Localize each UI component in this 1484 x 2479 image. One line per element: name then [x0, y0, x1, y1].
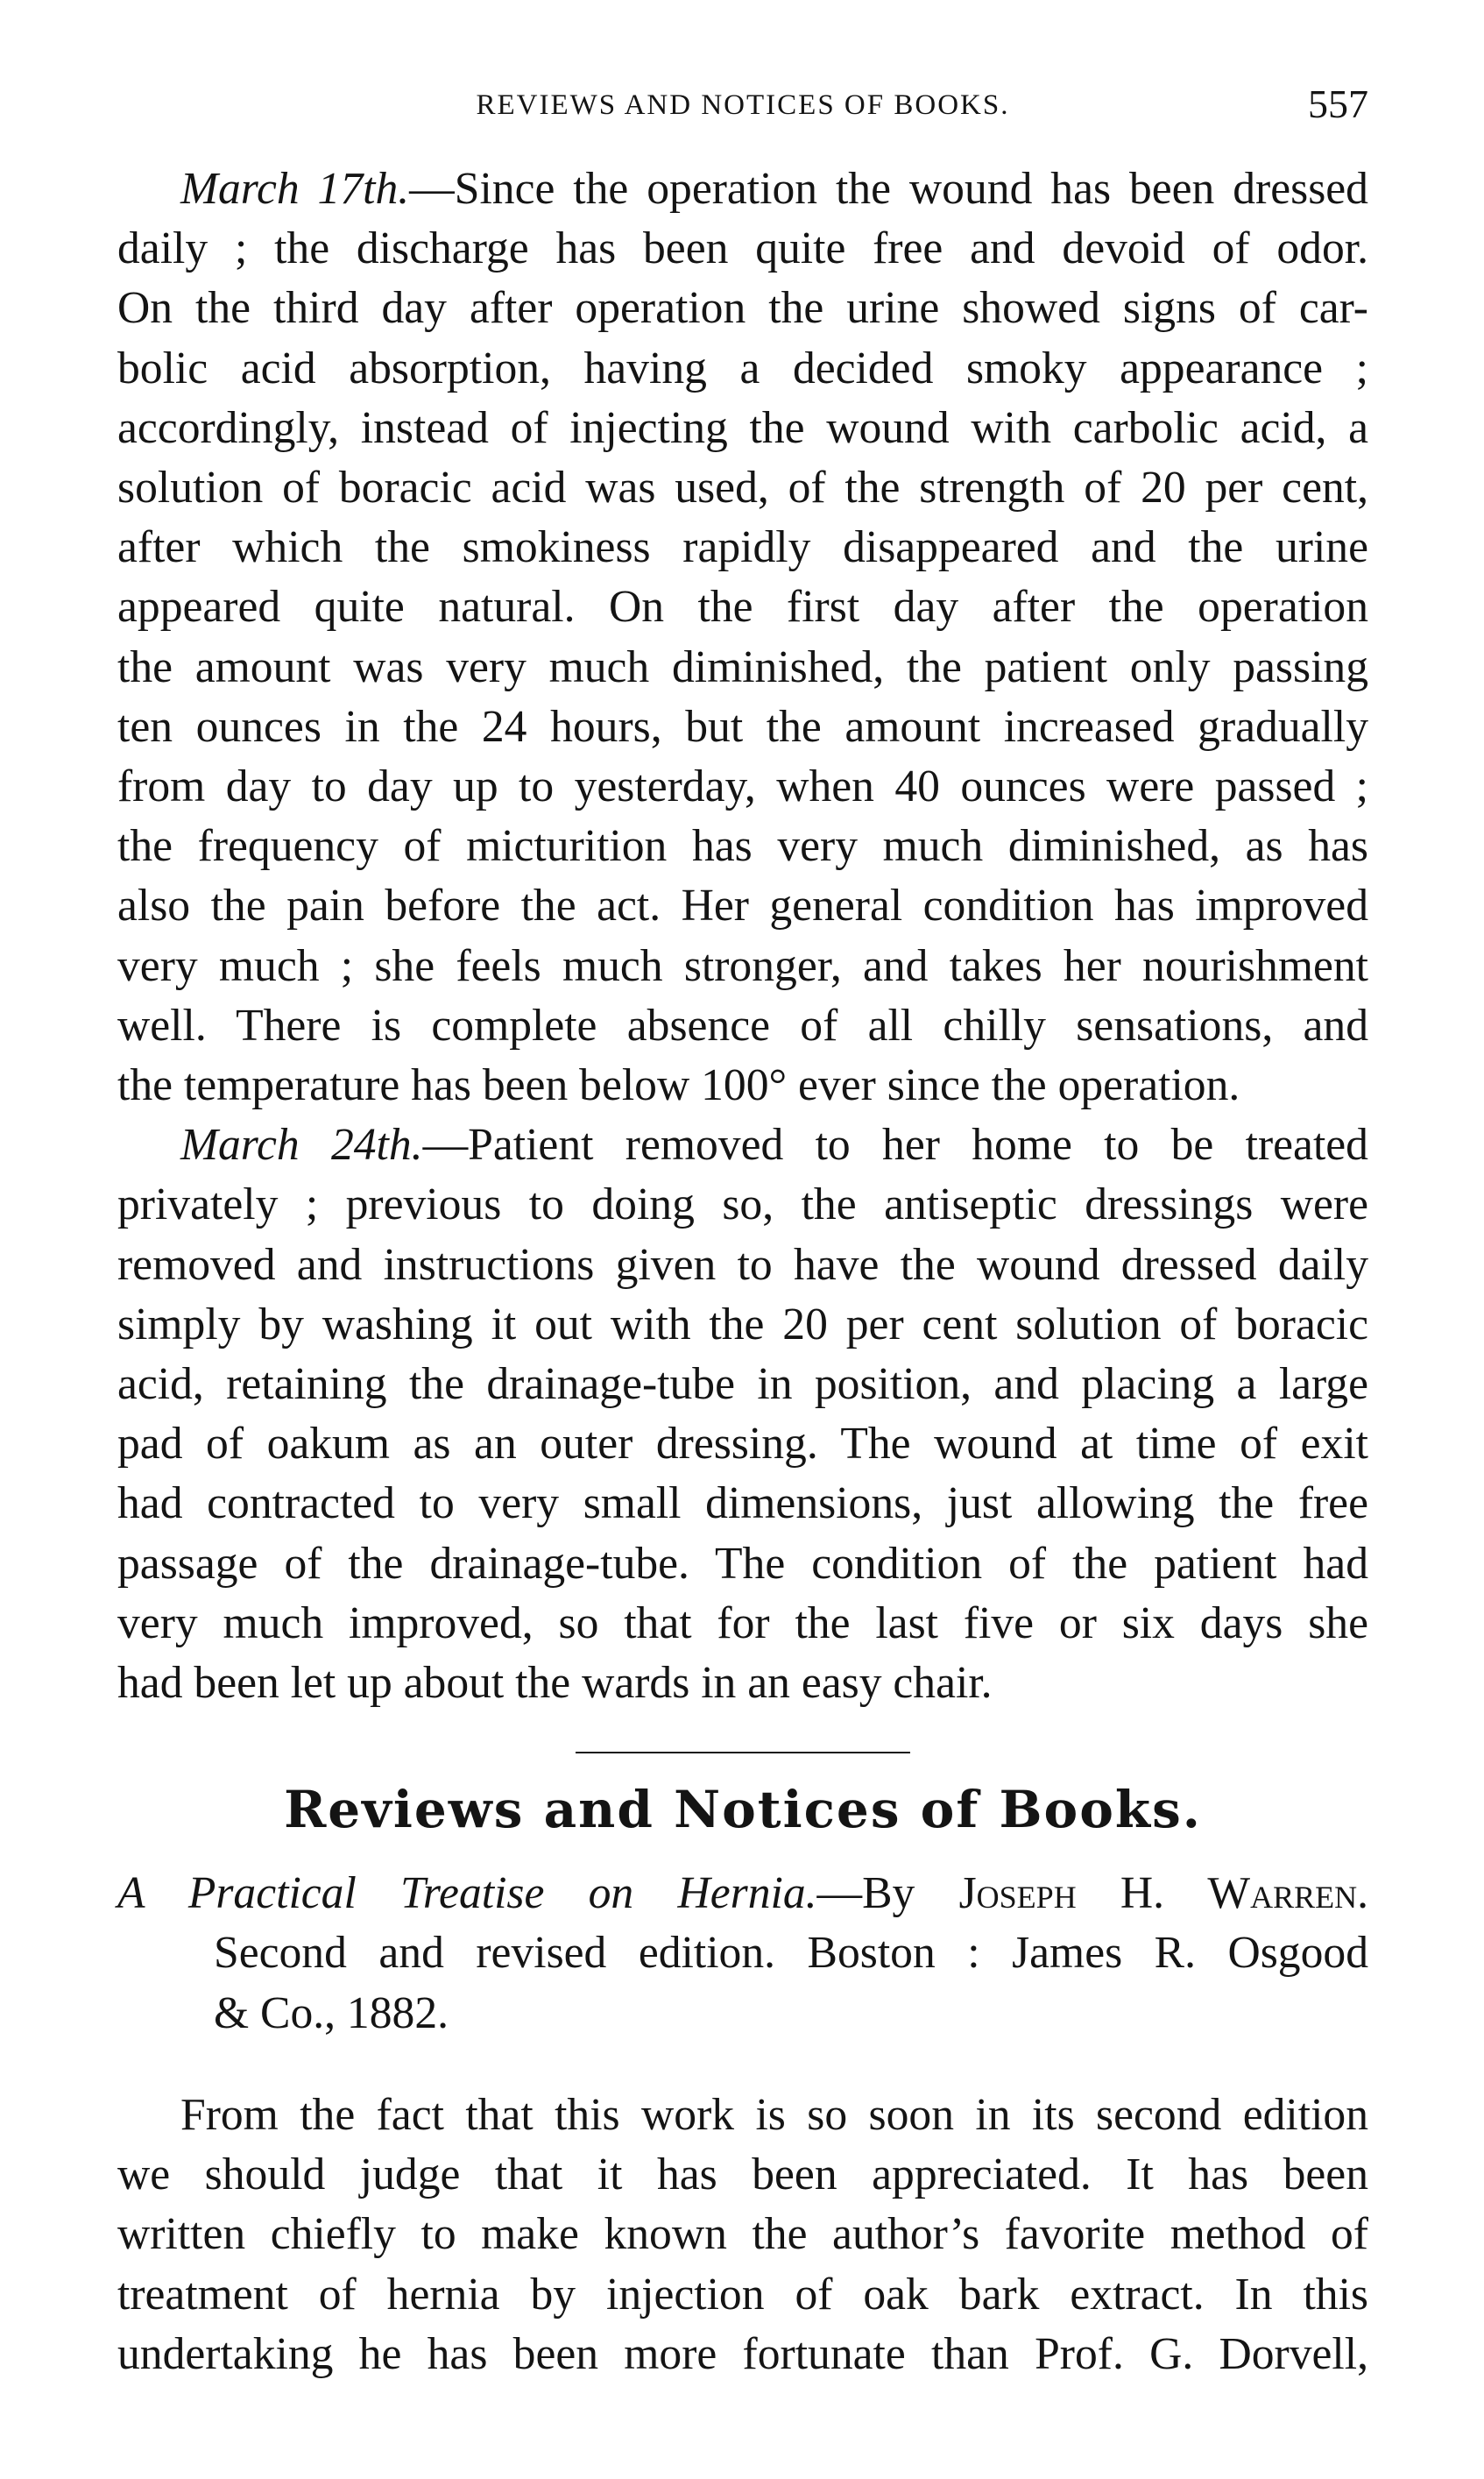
text-line — [117, 159, 1368, 219]
text-line: daily ; the discharge has been quite free and devoid of odor. — [117, 223, 1368, 274]
page-body — [117, 159, 1368, 2384]
text-line: well. There is complete absence of all chilly sensations, and — [117, 1000, 1368, 1051]
citation-by: —By — [816, 1868, 915, 1919]
text-line: the amount was very much diminished, the patient only passing — [117, 641, 1368, 692]
page-number: 557 — [1308, 81, 1368, 126]
entry-march-17 — [117, 159, 1368, 1116]
text-line: pad of oakum as an outer dressing. The wound at time of exit — [117, 1419, 1368, 1470]
section-title: Reviews and Notices of Books. — [284, 1780, 1202, 1840]
text-line: privately ; previous to doing so, the antiseptic dressings were — [117, 1179, 1368, 1230]
review-paragraph — [117, 2086, 1368, 2384]
text-line: bolic acid absorption, having a decided smoky appearance ; — [117, 343, 1368, 393]
citation-line: Second and revised edition. Boston : James R. Osgood — [214, 1928, 1368, 1979]
text-line: From the fact that this work is so soon in its second edition — [180, 2089, 1368, 2140]
text-line: undertaking he has been more fortunate than Prof. G. Dorvell, — [117, 2328, 1368, 2379]
text-line: had been let up about the wards in an easy chair. — [117, 1658, 993, 1709]
text-line: very much ; she feels much stronger, and takes her nourishment — [117, 940, 1368, 991]
text-line: written chiefly to make known the author’s favorite method of — [117, 2209, 1368, 2260]
text-line: passage of the drainage-tube. The condition of the patient had — [117, 1538, 1368, 1589]
running-head — [117, 81, 1368, 142]
section-divider — [576, 1752, 910, 1753]
text-line: ten ounces in the 24 hours, but the amount increased gradually — [117, 701, 1368, 752]
citation-line — [117, 1864, 1368, 1923]
text-line: the temperature has been below 100° ever since the operation. — [117, 1060, 1240, 1111]
text-line-content: —Patient removed to her home to be treated — [422, 1120, 1368, 1171]
text-line: accordingly, instead of injecting the wound with carbolic acid, a — [117, 402, 1368, 453]
text-line: the frequency of micturition has very much diminished, as has — [117, 821, 1368, 872]
entry-date: March 17th. — [180, 164, 410, 214]
citation-line: & Co., 1882. — [214, 1987, 449, 2038]
text-line: simply by washing it out with the 20 per cent solution of boracic — [117, 1299, 1368, 1349]
running-title: REVIEWS AND NOTICES OF BOOKS. — [476, 89, 1010, 121]
text-line: acid, retaining the drainage-tube in position, and placing a large — [117, 1359, 1368, 1410]
text-line: treatment of hernia by injection of oak bark extract. In this — [117, 2269, 1368, 2320]
text-line — [117, 1116, 1368, 1175]
text-line: also the pain before the act. Her general condition has improved — [117, 881, 1368, 931]
text-line: from day to day up to yesterday, when 40 ounces were passed ; — [117, 761, 1368, 812]
text-line: appeared quite natural. On the first day after the operation — [117, 582, 1368, 633]
text-line: after which the smokiness rapidly disappeared and the urine — [117, 522, 1368, 573]
text-line: On the third day after operation the urine showed signs of car- — [117, 283, 1368, 334]
entry-march-24 — [117, 1116, 1368, 1713]
text-line: had contracted to very small dimensions, just allowing the free — [117, 1478, 1368, 1529]
text-line-content: —Since the operation the wound has been dressed — [409, 164, 1368, 214]
text-line: very much improved, so that for the last five or six days she — [117, 1597, 1368, 1648]
book-citation — [117, 1864, 1368, 2043]
book-title: A Practical Treatise on Hernia. — [117, 1868, 817, 1919]
text-line: we should judge that it has been appreciated. It has been — [117, 2150, 1368, 2200]
text-line: solution of boracic acid was used, of the strength of 20 per cent, — [117, 463, 1368, 514]
entry-date: March 24th. — [180, 1120, 423, 1171]
text-line: removed and instructions given to have the wound dressed daily — [117, 1239, 1368, 1290]
book-author: Joseph H. Warren. — [958, 1868, 1368, 1919]
